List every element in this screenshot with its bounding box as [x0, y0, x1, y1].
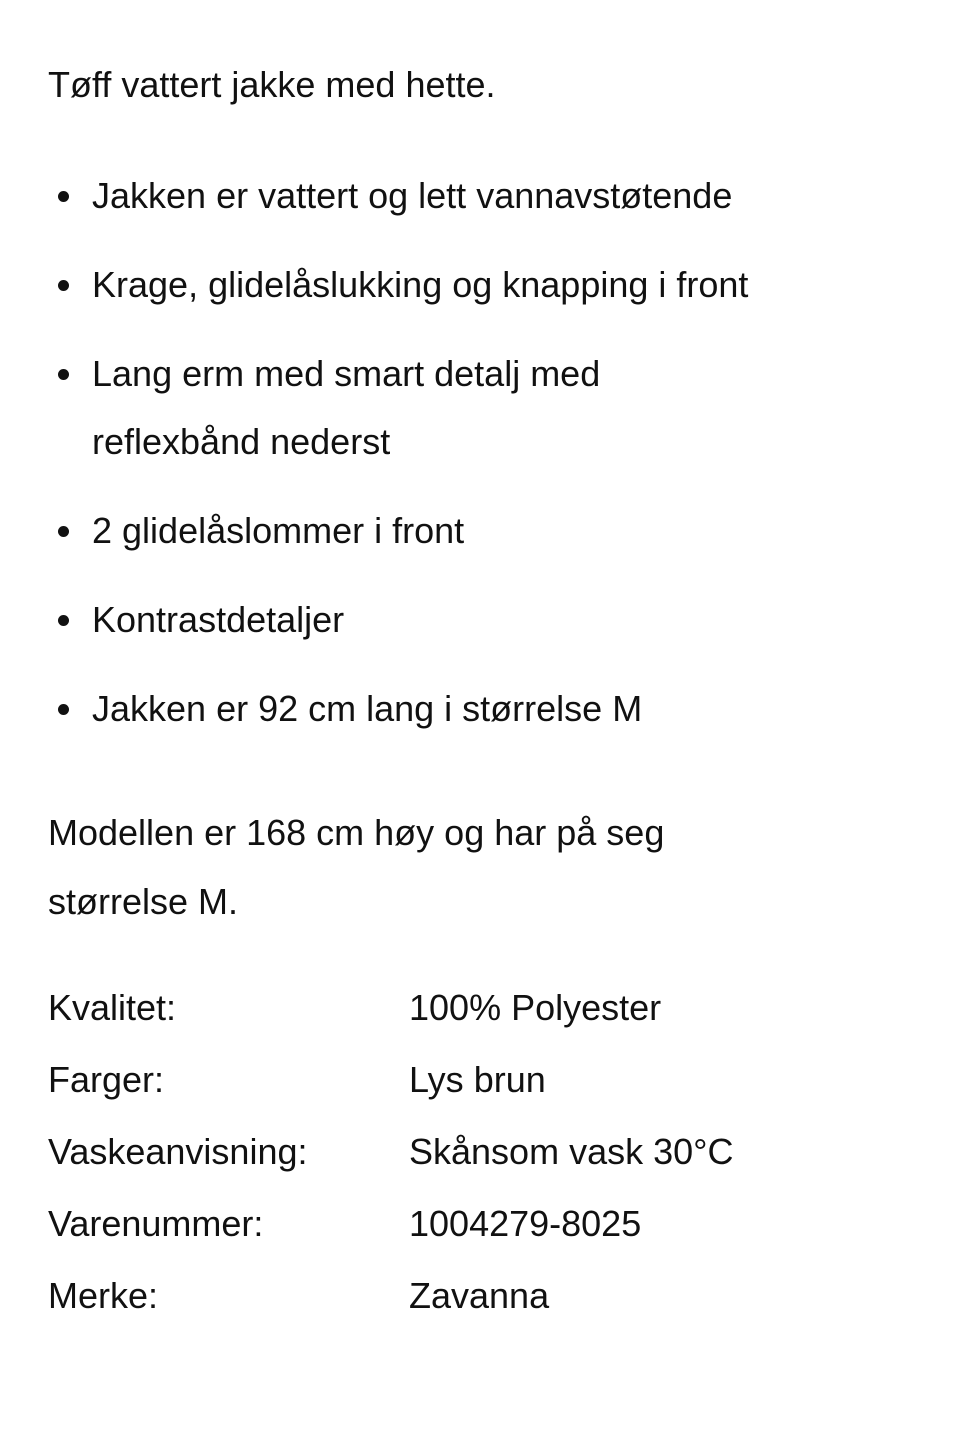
product-intro: Tøff vattert jakke med hette.: [48, 64, 496, 105]
spec-table: [48, 972, 734, 1332]
spec-value: Skånsom vask 30°C: [409, 1131, 734, 1172]
model-info: Modellen er 168 cm høy og har på seg størrelse M.: [48, 812, 665, 922]
spec-value: 100% Polyester: [409, 987, 662, 1028]
spec-label: Varenummer:: [48, 1203, 264, 1244]
list-item: 2 glidelåslommer i front: [48, 497, 928, 565]
feature-list: [48, 162, 928, 764]
spec-value: 1004279-8025: [409, 1203, 642, 1244]
table-row: [48, 972, 734, 1044]
list-item: Jakken er 92 cm lang i størrelse M: [48, 675, 928, 743]
list-item: Jakken er vattert og lett vannavstøtende: [48, 162, 928, 230]
table-row: [48, 1044, 734, 1116]
list-item: Krage, glidelåslukking og knapping i front: [48, 251, 928, 319]
table-row: [48, 1116, 734, 1188]
spec-label: Kvalitet:: [48, 987, 177, 1028]
spec-label: Merke:: [48, 1275, 159, 1316]
spec-value: Lys brun: [409, 1059, 546, 1100]
list-item: Kontrastdetaljer: [48, 586, 928, 654]
table-row: [48, 1188, 734, 1260]
table-row: [48, 1260, 734, 1332]
spec-value: Zavanna: [409, 1275, 550, 1316]
spec-label: Farger:: [48, 1059, 165, 1100]
spec-label: Vaskeanvisning:: [48, 1131, 308, 1172]
list-item: Lang erm med smart detalj med reflexbånd nederst: [48, 340, 712, 476]
